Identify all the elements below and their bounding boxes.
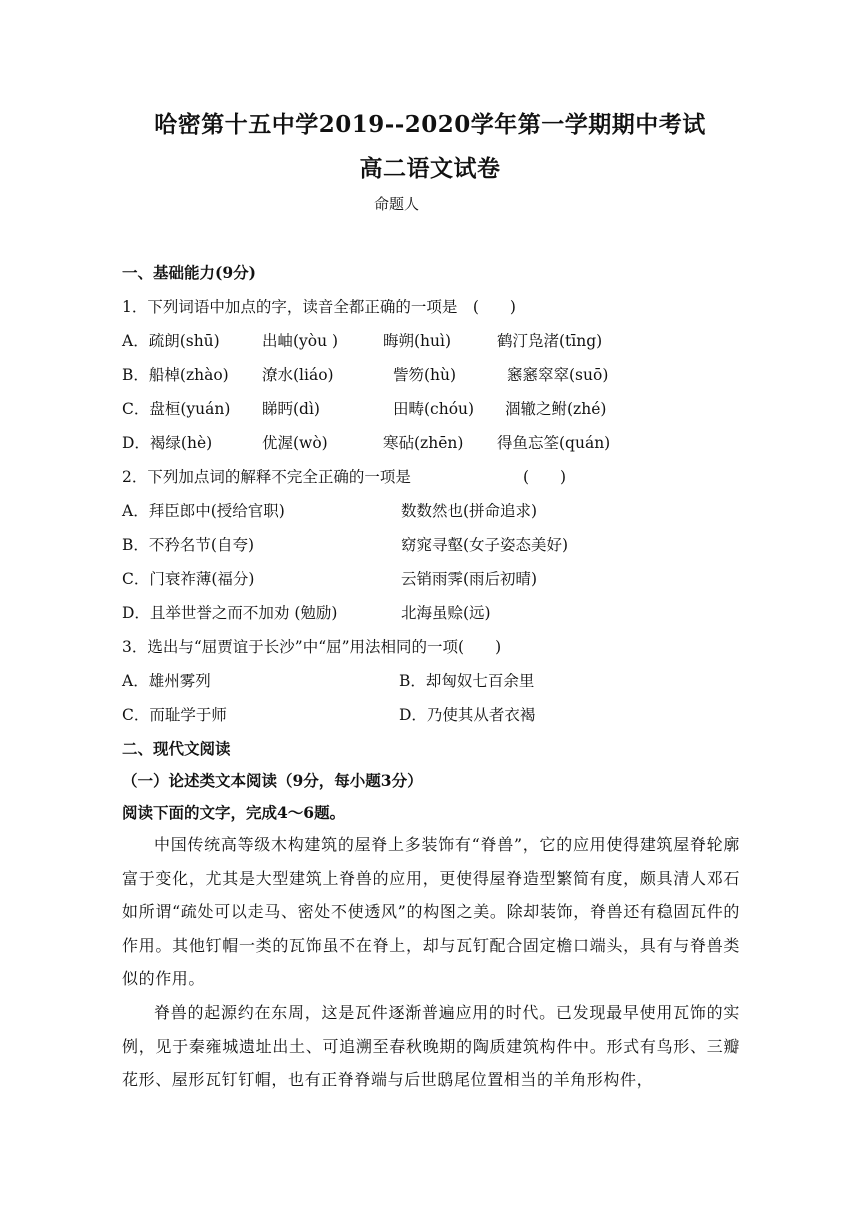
sub-heading-essay-reading: （一）论述类文本阅读（9分，每小题3分） (122, 771, 423, 790)
option-cell: B．不矜名节(自夸) (122, 536, 254, 554)
section-heading-basic: 一、基础能力(9分) (122, 263, 256, 282)
option-cell: 鹤汀凫渚(tīng) (497, 332, 603, 350)
author-label: 命题人 (374, 195, 420, 213)
option-cell: 窸窸窣窣(suō) (507, 366, 609, 384)
exam-title: 哈密第十五中学2019--2020学年第一学期期中考试 (154, 111, 706, 138)
question-2-answer-paren: ( ) (523, 468, 567, 486)
question-2-stem: 2．下列加点词的解释不完全正确的一项是 (122, 468, 411, 486)
option-cell: 涸辙之鲋(zhé) (505, 400, 607, 418)
option-cell: B．船棹(zhào) (122, 366, 229, 384)
option-cell: 数数然也(拼命追求) (401, 502, 538, 520)
option-cell: D．褐绿(hè) (122, 434, 213, 452)
section-heading-reading: 二、现代文阅读 (122, 739, 231, 758)
option-cell: 潦水(liáo) (262, 366, 334, 384)
passage-paragraph: 中国传统高等级木构建筑的屋脊上多装饰有“脊兽”，它的应用使得建筑屋脊轮廓富于变化，尤其是大型建筑上脊兽的应用，更使得屋脊造型繁简有度，颇具清人邓石如所谓“疏处可以走马、密处不使透风”的构图之美。除却装饰，脊兽还有稳固瓦件的作用。其他钉帽一类的瓦饰虽不在脊上，却与瓦钉配合固定檐口端头，具有与脊兽类似的作用。 (122, 835, 740, 988)
reading-instruction: 阅读下面的文字，完成4～6题。 (122, 803, 346, 822)
option-cell: C．盘桓(yuán) (122, 400, 231, 418)
option-cell: C．门衰祚薄(福分) (122, 570, 255, 588)
option-cell: A．雄州雾列 (122, 672, 211, 690)
exam-subtitle: 高二语文试卷 (359, 155, 501, 182)
option-cell: C．而耻学于师 (122, 706, 227, 724)
option-cell: 优渥(wò) (262, 434, 328, 452)
option-cell: D．且举世誉之而不加劝 (勉励) (122, 604, 338, 622)
option-cell: 田畴(chóu) (393, 400, 475, 418)
option-cell: A．疏朗(shū) (122, 332, 220, 350)
option-cell: 睇眄(dì) (262, 400, 320, 418)
option-cell: 窈窕寻壑(女子姿态美好) (401, 536, 569, 554)
option-cell: D．乃使其从者衣褐 (399, 706, 536, 724)
option-cell: 北海虽赊(远) (401, 604, 491, 622)
question-3-stem: 3．选出与“屈贾谊于长沙”中“屈”用法相同的一项( ) (122, 638, 502, 656)
option-cell: A．拜臣郎中(授给官职) (122, 502, 285, 520)
option-cell: 寒砧(zhēn) (383, 434, 464, 452)
option-cell: 訾笏(hù) (393, 366, 457, 384)
option-cell: 得鱼忘筌(quán) (497, 434, 611, 452)
question-1-stem: 1．下列词语中加点的字，读音全都正确的一项是 ( ) (122, 298, 516, 316)
option-cell: 晦朔(huì) (383, 332, 452, 350)
passage-paragraph: 脊兽的起源约在东周，这是瓦件逐渐普遍应用的时代。已发现最早使用瓦饰的实例，见于秦雍城遗址出土、可追溯至春秋晚期的陶质建筑构件中。形式有鸟形、三瓣花形、屋形瓦钉钉帽，也有正脊脊端与后世鸱尾位置相当的羊角形构件， (122, 1003, 740, 1089)
option-cell: 出岫(yòu ) (262, 332, 339, 350)
option-cell: 云销雨霁(雨后初晴) (401, 570, 538, 588)
option-cell: B．却匈奴七百余里 (399, 672, 535, 690)
